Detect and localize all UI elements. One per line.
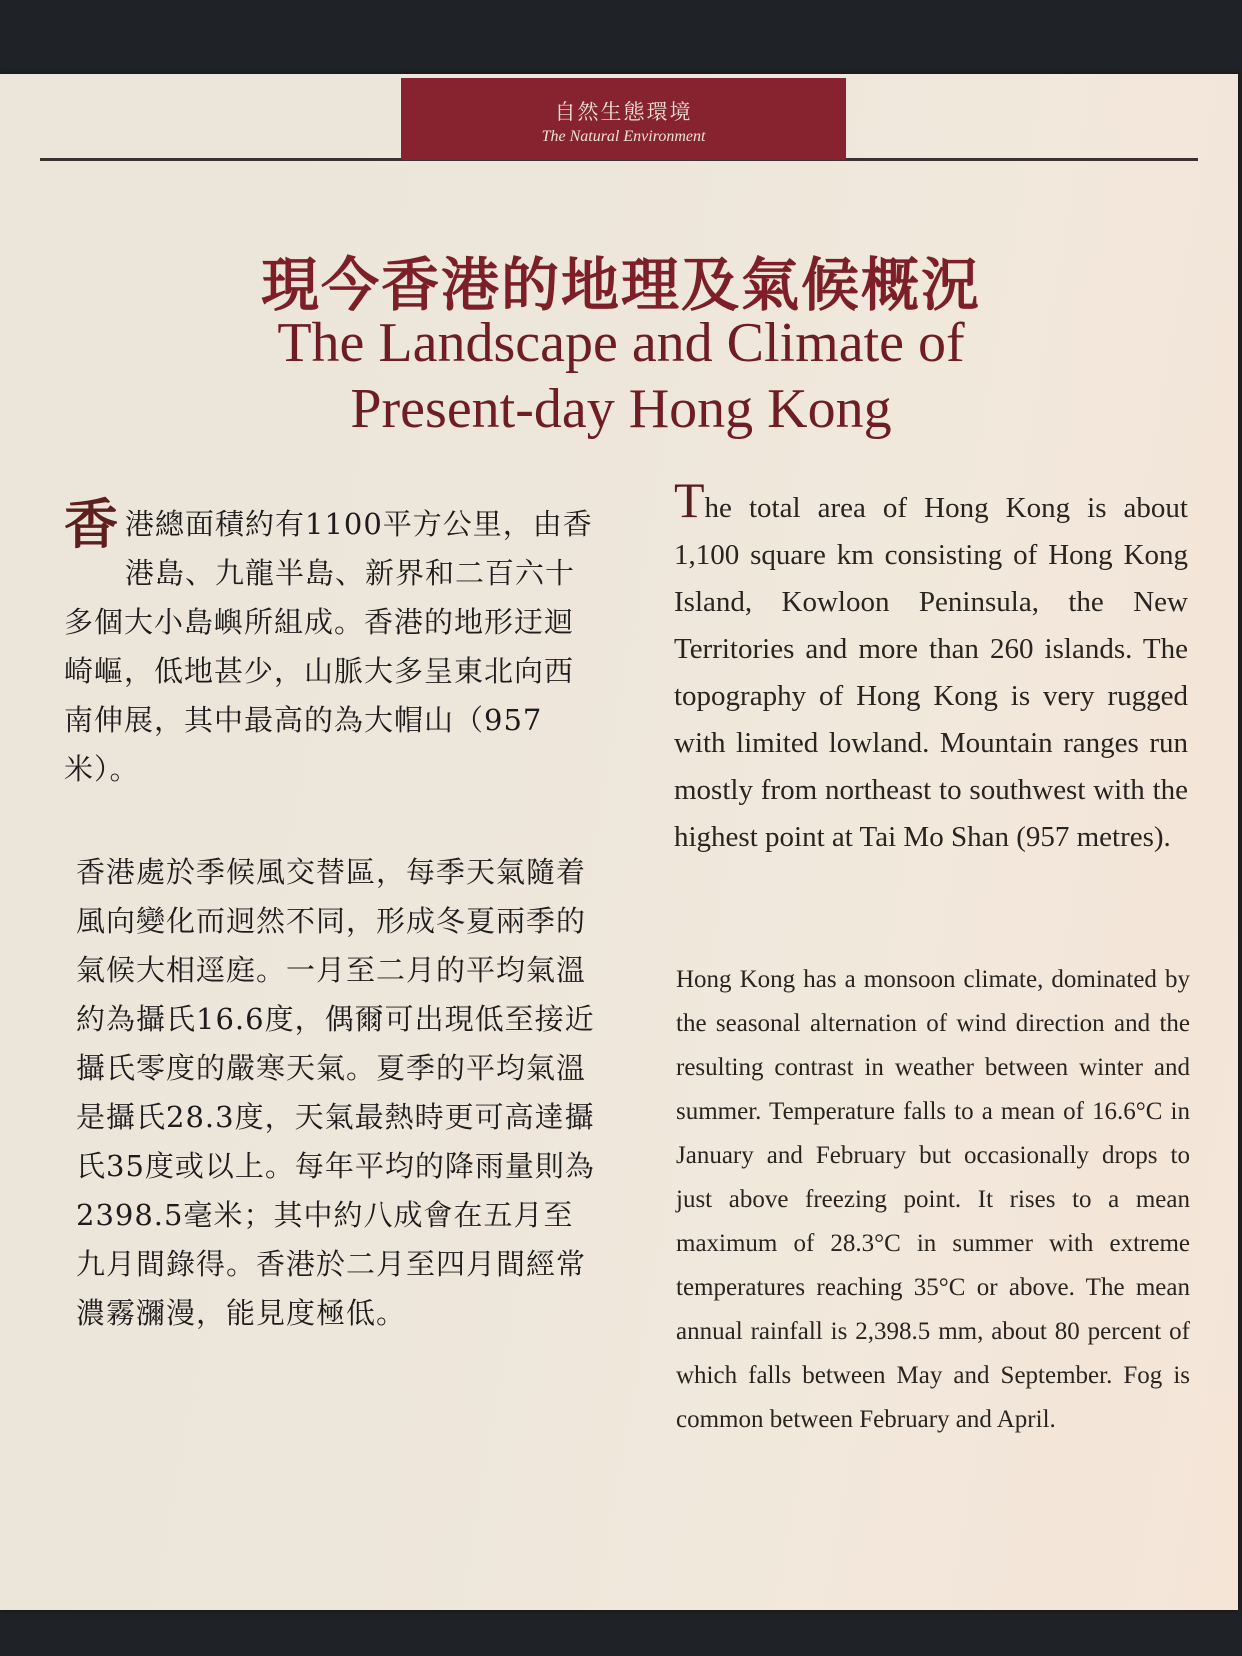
en-drop-cap: T [674,472,705,528]
section-tab-en: The Natural Environment [541,128,706,145]
en-paragraph-landscape [674,472,1188,861]
en-landscape-text: he total area of Hong Kong is about 1,100 square km consisting of Hong Kong Island, Kowloon Peninsula, the New Territories and more than 260 islands. The topography of Hong Kong is very rugged with limited lowland. Mountain ranges run mostly from northeast to southwest with the highest point at Tai Mo Shan (957 metres). [674,492,1188,853]
zh-drop-cap: 香 [64,492,119,556]
section-tab-zh: 自然生態環境 [554,100,693,124]
section-tab [401,78,846,160]
page-title-en [0,310,1242,442]
en-paragraph-climate: Hong Kong has a monsoon climate, dominated by the seasonal alternation of wind direction and the resulting contrast in weather between winter and summer. Temperature falls to a mean of 16.6°C in January and February but occasionally drops to just above freezing point. It rises to a mean maximum of 28.3°C in summer with extreme temperatures reaching 35°C or above. The mean annual rainfall is 2,398.5 mm, about 80 percent of which falls between May and September. Fog is common between February and April. [676,966,1190,1433]
zh-paragraph-climate: 香港處於季候風交替區，每季天氣隨着風向變化而迥然不同，形成冬夏兩季的氣候大相逕庭。一月至二月的平均氣溫約為攝氏16.6度，偶爾可出現低至接近攝氏零度的嚴寒天氣。夏季的平均氣溫是攝氏28.3度，天氣最熱時更可高達攝氏35度或以上。每年平均的降雨量則為2398.5毫米；其中約八成會在五月至九月間錄得。香港於二月至四月間經常濃霧瀰漫，能見度極低。 [76,855,595,1330]
page-title-zh: 現今香港的地理及氣候概況 [260,251,981,319]
zh-landscape-text: 港總面積約有1100平方公里，由香港島、九龍半島、新界和二百六十多個大小島嶼所組成。香港的地形迂迴崎嶇，低地甚少，山脈大多呈東北向西南伸展，其中最高的為大帽山（957米）。 [64,507,593,786]
page-title-en-line1: The Landscape and Climate of [277,312,965,374]
page-title-en-line2: Present-day Hong Kong [350,378,892,440]
zh-paragraph-landscape [64,492,594,794]
